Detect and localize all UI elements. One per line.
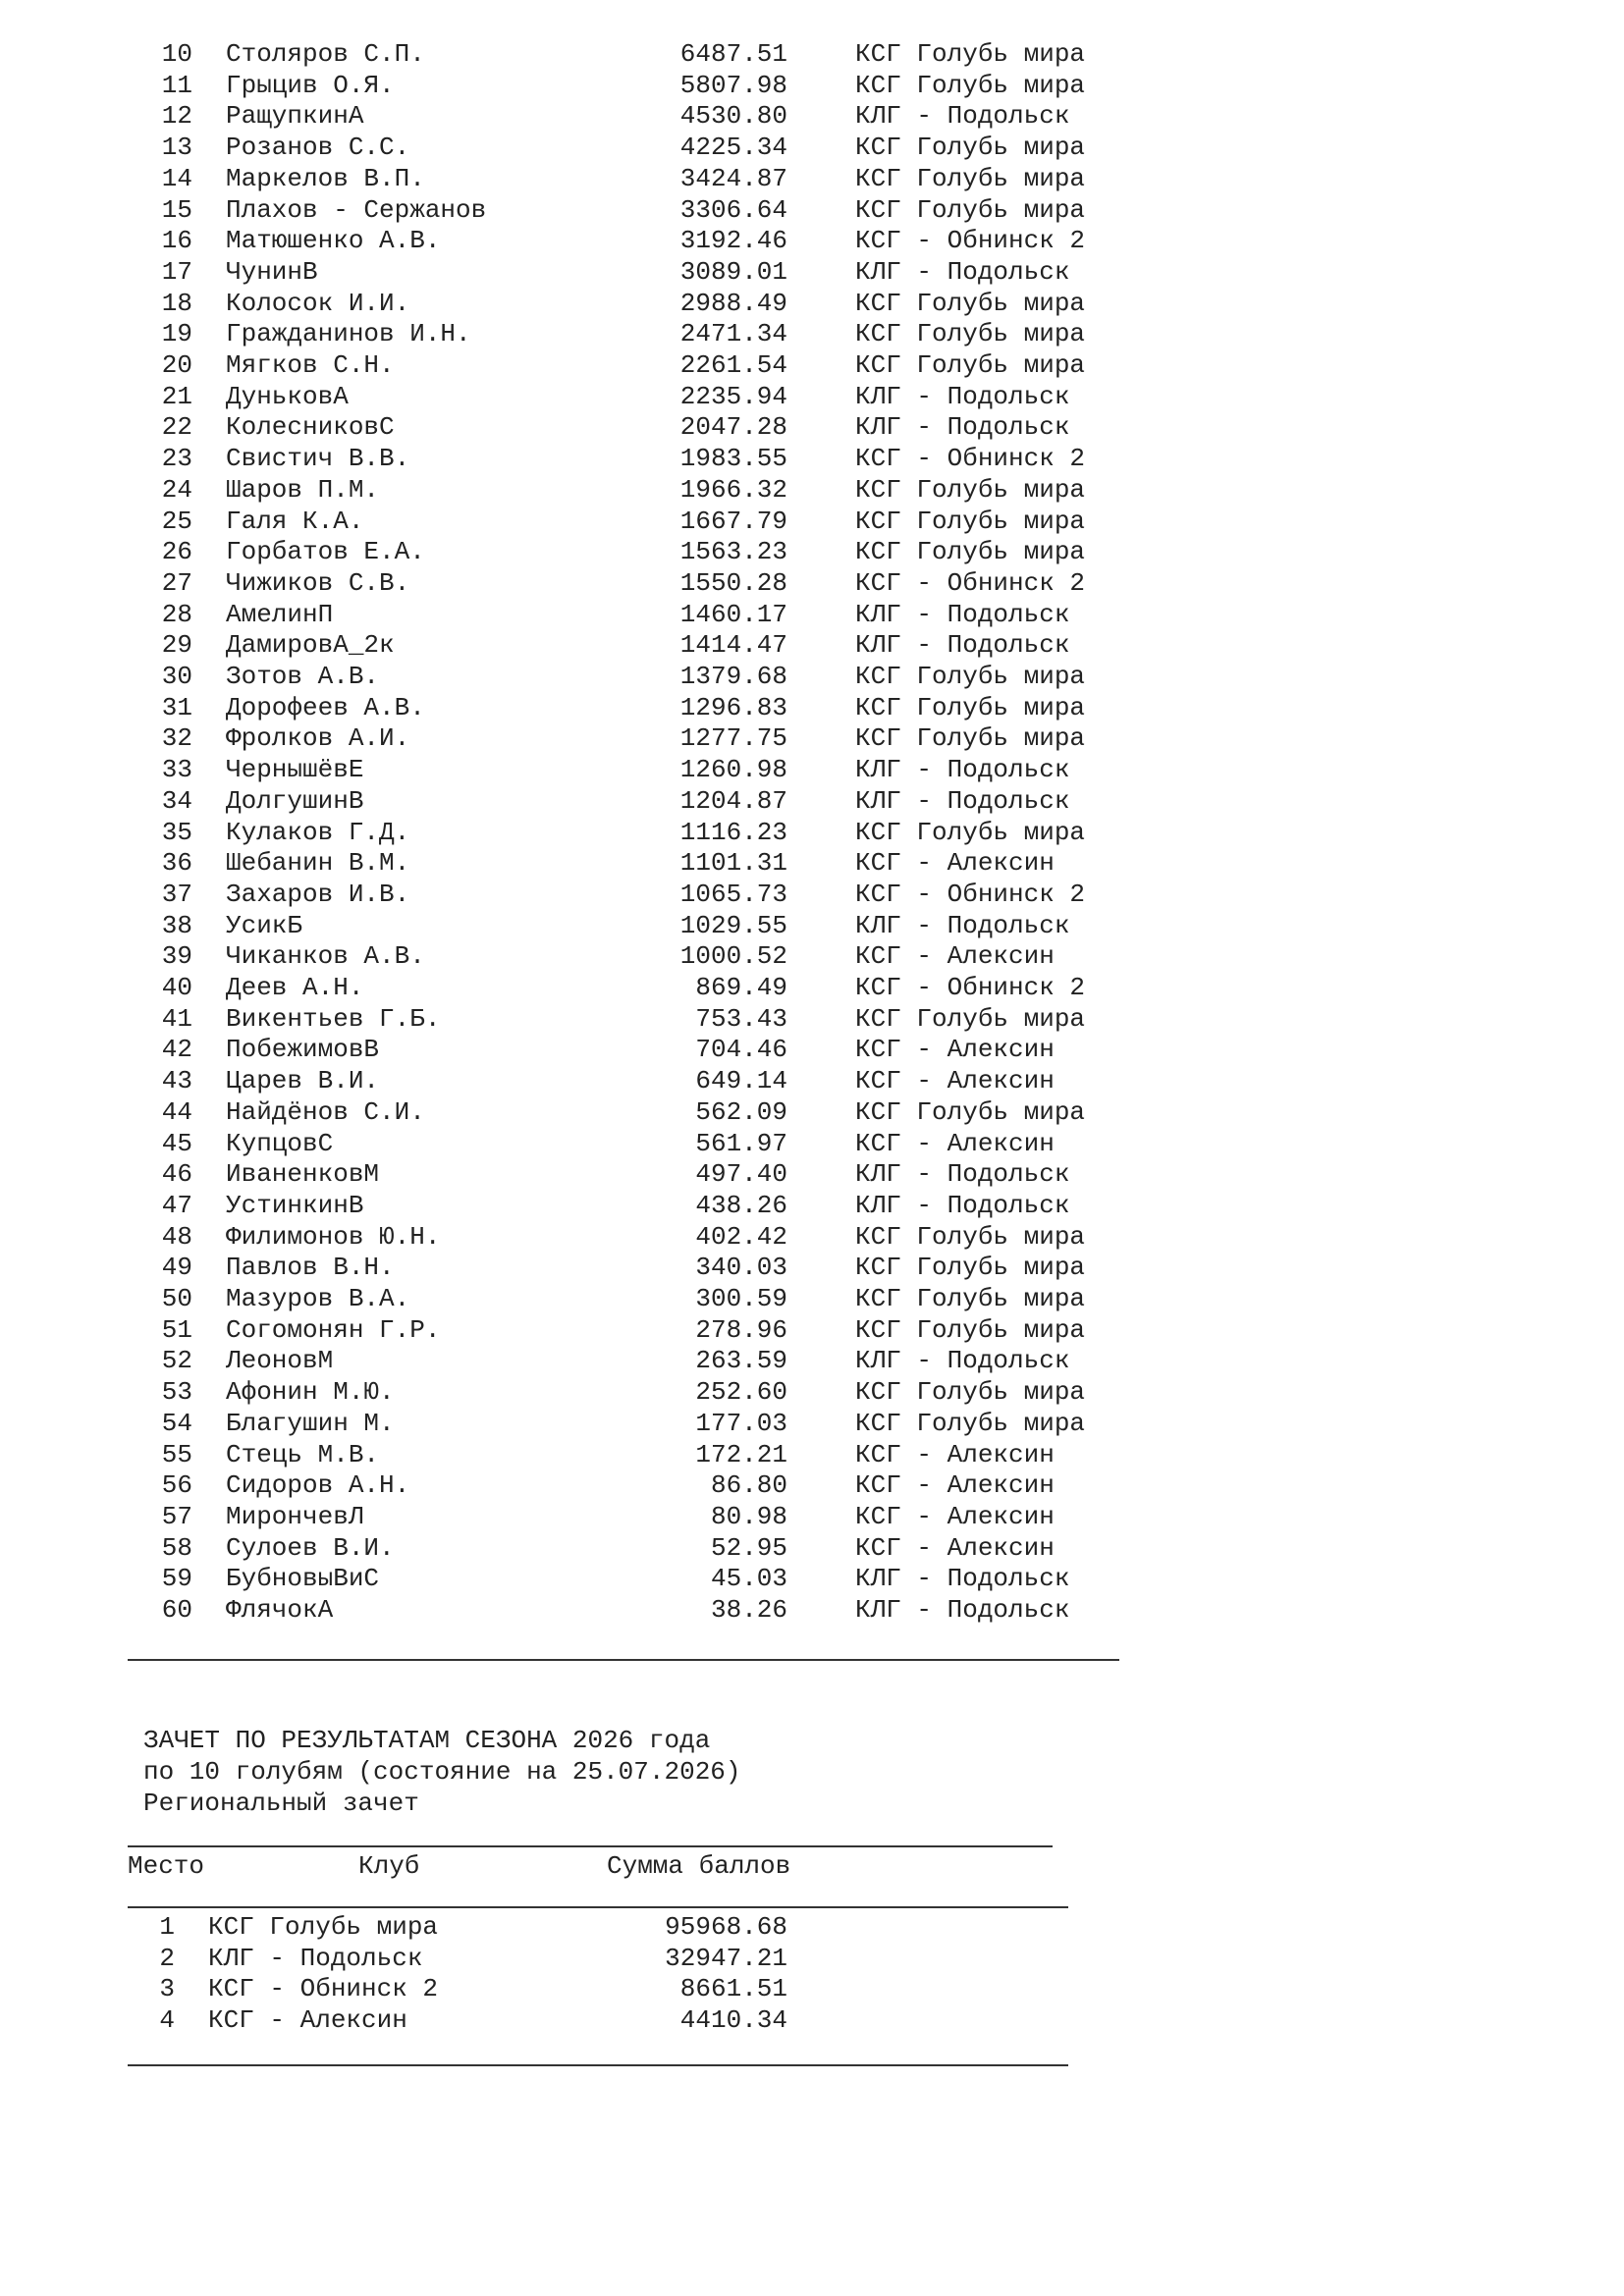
score-cell: 1460.17 bbox=[679, 599, 787, 629]
club-score-cell: 95968.68 bbox=[665, 1912, 787, 1942]
name-cell: ФлячокА bbox=[226, 1595, 334, 1625]
club-cell: КЛГ - Подольск bbox=[855, 785, 1070, 816]
name-cell: Горбатов Е.А. bbox=[226, 537, 425, 567]
score-cell: 438.26 bbox=[695, 1190, 787, 1220]
table-row bbox=[0, 693, 1178, 723]
name-cell: Царев В.И. bbox=[226, 1066, 380, 1096]
table-row bbox=[0, 257, 1178, 288]
table-row bbox=[0, 1253, 1178, 1283]
name-cell: Мягков С.Н. bbox=[226, 350, 395, 380]
table-row bbox=[0, 1066, 1178, 1096]
club-cell: КСГ - Алексин bbox=[855, 1439, 1055, 1469]
place-cell: 22 bbox=[161, 412, 192, 443]
score-cell: 1966.32 bbox=[679, 474, 787, 505]
place-cell: 40 bbox=[161, 973, 192, 1002]
place-cell: 13 bbox=[161, 133, 192, 163]
table-row bbox=[0, 880, 1178, 910]
club-cell: КСГ - Алексин bbox=[855, 941, 1055, 972]
club-cell: КСГ Голубь мира bbox=[855, 163, 1086, 193]
table-row bbox=[0, 1595, 1178, 1626]
table-row bbox=[0, 848, 1178, 879]
ranking-bottom-rule bbox=[128, 1659, 1119, 1661]
table-row bbox=[0, 101, 1178, 132]
table-row bbox=[0, 1564, 1178, 1594]
club-name-cell: КЛГ - Подольск bbox=[208, 1943, 423, 1973]
score-cell: 5807.98 bbox=[679, 70, 787, 100]
score-cell: 172.21 bbox=[695, 1439, 787, 1469]
table-row bbox=[0, 382, 1178, 412]
score-cell: 2047.28 bbox=[679, 412, 787, 443]
score-cell: 4530.80 bbox=[679, 101, 787, 132]
score-cell: 340.03 bbox=[695, 1253, 787, 1283]
club-cell: КЛГ - Подольск bbox=[855, 101, 1070, 132]
club-score-cell: 32947.21 bbox=[665, 1943, 787, 1973]
name-cell: Шаров П.М. bbox=[226, 474, 380, 505]
place-cell: 39 bbox=[161, 941, 192, 972]
score-cell: 402.42 bbox=[695, 1221, 787, 1252]
place-cell: 16 bbox=[161, 226, 192, 256]
table-row bbox=[0, 755, 1178, 785]
table-row bbox=[0, 1159, 1178, 1190]
place-cell: 54 bbox=[161, 1408, 192, 1438]
club-cell: КСГ - Алексин bbox=[855, 1128, 1055, 1158]
club-place-cell: 4 bbox=[159, 2005, 175, 2036]
club-cell: КЛГ - Подольск bbox=[855, 1190, 1070, 1220]
score-cell: 1277.75 bbox=[679, 723, 787, 754]
place-cell: 28 bbox=[161, 599, 192, 629]
score-cell: 3089.01 bbox=[679, 256, 787, 287]
name-cell: Колосок И.И. bbox=[226, 288, 410, 318]
place-cell: 51 bbox=[161, 1314, 192, 1345]
name-cell: ЧунинВ bbox=[226, 256, 318, 287]
score-cell: 38.26 bbox=[710, 1595, 787, 1625]
club-cell: КСГ Голубь мира bbox=[855, 474, 1086, 505]
club-cell: КСГ - Обнинск 2 bbox=[855, 973, 1086, 1002]
name-cell: Захаров И.В. bbox=[226, 879, 410, 909]
club-cell: КЛГ - Подольск bbox=[855, 256, 1070, 287]
table-row bbox=[0, 786, 1178, 817]
table-row bbox=[0, 911, 1178, 941]
name-cell: Деев А.Н. bbox=[226, 973, 364, 1002]
place-cell: 60 bbox=[161, 1595, 192, 1625]
name-cell: УстинкинВ bbox=[226, 1190, 364, 1220]
score-cell: 1101.31 bbox=[679, 848, 787, 879]
name-cell: МирончевЛ bbox=[226, 1501, 364, 1531]
club-cell: КСГ - Алексин bbox=[855, 1501, 1055, 1531]
score-cell: 562.09 bbox=[695, 1096, 787, 1127]
place-cell: 21 bbox=[161, 381, 192, 411]
name-cell: Гражданинов И.Н. bbox=[226, 319, 471, 349]
place-cell: 48 bbox=[161, 1221, 192, 1252]
table-row bbox=[0, 226, 1178, 256]
table-row bbox=[0, 1004, 1178, 1035]
club-cell: КЛГ - Подольск bbox=[855, 1159, 1070, 1190]
score-cell: 1260.98 bbox=[679, 755, 787, 785]
place-cell: 12 bbox=[161, 101, 192, 132]
club-cell: КСГ Голубь мира bbox=[855, 817, 1086, 847]
score-cell: 1550.28 bbox=[679, 567, 787, 598]
table-row bbox=[0, 973, 1178, 1003]
name-cell: АмелинП bbox=[226, 599, 334, 629]
table-row bbox=[0, 39, 1178, 70]
score-cell: 1563.23 bbox=[679, 537, 787, 567]
score-cell: 1414.47 bbox=[679, 630, 787, 661]
season-title-line3: Региональный зачет bbox=[143, 1789, 419, 1818]
club-place-cell: 2 bbox=[159, 1943, 175, 1973]
score-cell: 1000.52 bbox=[679, 941, 787, 972]
table-row bbox=[0, 1191, 1178, 1221]
name-cell: Галя К.А. bbox=[226, 506, 364, 536]
place-cell: 30 bbox=[161, 662, 192, 691]
club-header-club: Клуб bbox=[358, 1851, 420, 1881]
club-cell: КСГ Голубь мира bbox=[855, 662, 1086, 691]
table-row bbox=[0, 319, 1178, 349]
table-row bbox=[0, 1129, 1178, 1159]
score-cell: 1065.73 bbox=[679, 879, 787, 909]
name-cell: ДуньковА bbox=[226, 381, 349, 411]
club-cell: КСГ - Обнинск 2 bbox=[855, 879, 1086, 909]
place-cell: 49 bbox=[161, 1253, 192, 1283]
place-cell: 43 bbox=[161, 1066, 192, 1096]
score-cell: 649.14 bbox=[695, 1066, 787, 1096]
score-cell: 80.98 bbox=[710, 1501, 787, 1531]
club-cell: КСГ Голубь мира bbox=[855, 537, 1086, 567]
score-cell: 1379.68 bbox=[679, 662, 787, 691]
club-header-score: Сумма баллов bbox=[607, 1851, 791, 1881]
name-cell: Благушин М. bbox=[226, 1408, 395, 1438]
club-header-bottom-rule bbox=[128, 1906, 1068, 1908]
club-cell: КСГ Голубь мира bbox=[855, 1221, 1086, 1252]
score-cell: 704.46 bbox=[695, 1035, 787, 1065]
place-cell: 33 bbox=[161, 755, 192, 785]
season-title-line1: ЗАЧЕТ ПО РЕЗУЛЬТАТАМ СЕЗОНА 2026 года bbox=[143, 1726, 711, 1755]
club-name-cell: КСГ - Алексин bbox=[208, 2005, 407, 2036]
place-cell: 15 bbox=[161, 194, 192, 225]
club-cell: КСГ - Алексин bbox=[855, 848, 1055, 879]
club-cell: КСГ - Алексин bbox=[855, 1532, 1055, 1563]
place-cell: 18 bbox=[161, 288, 192, 318]
place-cell: 50 bbox=[161, 1284, 192, 1313]
name-cell: Фролков А.И. bbox=[226, 723, 410, 754]
club-cell: КСГ Голубь мира bbox=[855, 133, 1086, 163]
name-cell: ПобежимовВ bbox=[226, 1035, 380, 1065]
name-cell: КупцовС bbox=[226, 1128, 334, 1158]
name-cell: Зотов А.В. bbox=[226, 662, 380, 691]
score-cell: 3192.46 bbox=[679, 226, 787, 256]
place-cell: 41 bbox=[161, 1003, 192, 1034]
club-cell: КСГ Голубь мира bbox=[855, 1408, 1086, 1438]
table-row bbox=[0, 1097, 1178, 1128]
place-cell: 46 bbox=[161, 1159, 192, 1190]
club-cell: КСГ - Обнинск 2 bbox=[855, 444, 1086, 474]
club-cell: КСГ Голубь мира bbox=[855, 1003, 1086, 1034]
club-cell: КЛГ - Подольск bbox=[855, 1595, 1070, 1625]
club-cell: КЛГ - Подольск bbox=[855, 599, 1070, 629]
name-cell: Афонин М.Ю. bbox=[226, 1377, 395, 1408]
table-row bbox=[0, 818, 1178, 848]
score-cell: 3424.87 bbox=[679, 163, 787, 193]
place-cell: 10 bbox=[161, 39, 192, 69]
club-score-cell: 8661.51 bbox=[679, 1974, 787, 2004]
name-cell: ИваненковМ bbox=[226, 1159, 380, 1190]
score-cell: 278.96 bbox=[695, 1314, 787, 1345]
table-row bbox=[0, 1222, 1178, 1253]
name-cell: Согомонян Г.Р. bbox=[226, 1314, 441, 1345]
place-cell: 29 bbox=[161, 630, 192, 661]
club-cell: КЛГ - Подольск bbox=[855, 381, 1070, 411]
name-cell: Маркелов В.П. bbox=[226, 163, 425, 193]
table-row bbox=[0, 195, 1178, 226]
name-cell: Розанов С.С. bbox=[226, 133, 410, 163]
score-cell: 1983.55 bbox=[679, 444, 787, 474]
score-cell: 4225.34 bbox=[679, 133, 787, 163]
club-cell: КСГ Голубь мира bbox=[855, 288, 1086, 318]
club-cell: КСГ Голубь мира bbox=[855, 1284, 1086, 1313]
table-row bbox=[0, 723, 1178, 754]
table-row bbox=[0, 1346, 1178, 1376]
score-cell: 2261.54 bbox=[679, 350, 787, 380]
club-header-top-rule bbox=[128, 1845, 1053, 1847]
place-cell: 19 bbox=[161, 319, 192, 349]
name-cell: КолесниковС bbox=[226, 412, 395, 443]
score-cell: 1029.55 bbox=[679, 910, 787, 940]
score-cell: 86.80 bbox=[710, 1470, 787, 1501]
place-cell: 25 bbox=[161, 506, 192, 536]
club-cell: КСГ Голубь мира bbox=[855, 723, 1086, 754]
table-row bbox=[0, 630, 1178, 661]
name-cell: Сулоев В.И. bbox=[226, 1532, 395, 1563]
name-cell: Филимонов Ю.Н. bbox=[226, 1221, 441, 1252]
score-cell: 52.95 bbox=[710, 1532, 787, 1563]
score-cell: 263.59 bbox=[695, 1346, 787, 1376]
name-cell: Матюшенко А.В. bbox=[226, 226, 441, 256]
name-cell: ЛеоновМ bbox=[226, 1346, 334, 1376]
club-place-cell: 3 bbox=[159, 1974, 175, 2004]
club-cell: КСГ - Обнинск 2 bbox=[855, 567, 1086, 598]
table-row bbox=[0, 600, 1178, 630]
place-cell: 55 bbox=[161, 1439, 192, 1469]
table-row bbox=[0, 1284, 1178, 1314]
table-row bbox=[0, 1315, 1178, 1346]
table-row bbox=[0, 568, 1178, 599]
table-row bbox=[0, 444, 1178, 474]
club-cell: КСГ Голубь мира bbox=[855, 692, 1086, 722]
name-cell: Столяров С.П. bbox=[226, 39, 425, 69]
score-cell: 300.59 bbox=[695, 1284, 787, 1313]
name-cell: ДолгушинВ bbox=[226, 785, 364, 816]
table-row bbox=[0, 133, 1178, 163]
name-cell: Дорофеев А.В. bbox=[226, 692, 425, 722]
name-cell: Кулаков Г.Д. bbox=[226, 817, 410, 847]
place-cell: 47 bbox=[161, 1190, 192, 1220]
place-cell: 56 bbox=[161, 1470, 192, 1501]
place-cell: 38 bbox=[161, 910, 192, 940]
place-cell: 24 bbox=[161, 474, 192, 505]
name-cell: Павлов В.Н. bbox=[226, 1253, 395, 1283]
club-cell: КЛГ - Подольск bbox=[855, 1346, 1070, 1376]
place-cell: 32 bbox=[161, 723, 192, 754]
name-cell: РащупкинА bbox=[226, 101, 364, 132]
place-cell: 45 bbox=[161, 1128, 192, 1158]
place-cell: 44 bbox=[161, 1096, 192, 1127]
table-row bbox=[0, 1440, 1178, 1470]
name-cell: Грыцив О.Я. bbox=[226, 70, 395, 100]
place-cell: 59 bbox=[161, 1564, 192, 1594]
score-cell: 2235.94 bbox=[679, 381, 787, 411]
name-cell: Чижиков С.В. bbox=[226, 567, 410, 598]
place-cell: 11 bbox=[161, 70, 192, 100]
name-cell: ЧернышёвЕ bbox=[226, 755, 364, 785]
score-cell: 3306.64 bbox=[679, 194, 787, 225]
club-table-row bbox=[0, 2005, 1178, 2036]
club-cell: КЛГ - Подольск bbox=[855, 910, 1070, 940]
table-row bbox=[0, 412, 1178, 443]
club-cell: КСГ Голубь мира bbox=[855, 1096, 1086, 1127]
table-row bbox=[0, 1409, 1178, 1439]
club-cell: КСГ Голубь мира bbox=[855, 350, 1086, 380]
name-cell: Найдёнов С.И. bbox=[226, 1096, 425, 1127]
score-cell: 753.43 bbox=[695, 1003, 787, 1034]
name-cell: Викентьев Г.Б. bbox=[226, 1003, 441, 1034]
club-cell: КЛГ - Подольск bbox=[855, 755, 1070, 785]
name-cell: Шебанин В.М. bbox=[226, 848, 410, 879]
name-cell: УсикБ bbox=[226, 910, 303, 940]
club-cell: КСГ - Алексин bbox=[855, 1066, 1055, 1096]
score-cell: 177.03 bbox=[695, 1408, 787, 1438]
table-row bbox=[0, 941, 1178, 972]
table-row bbox=[0, 1377, 1178, 1408]
table-row bbox=[0, 662, 1178, 692]
club-place-cell: 1 bbox=[159, 1912, 175, 1942]
table-row bbox=[0, 1470, 1178, 1501]
club-cell: КСГ - Алексин bbox=[855, 1035, 1055, 1065]
place-cell: 27 bbox=[161, 567, 192, 598]
table-row bbox=[0, 1533, 1178, 1564]
table-row bbox=[0, 507, 1178, 537]
score-cell: 45.03 bbox=[710, 1564, 787, 1594]
name-cell: Сидоров А.Н. bbox=[226, 1470, 410, 1501]
place-cell: 53 bbox=[161, 1377, 192, 1408]
club-table-row bbox=[0, 1944, 1178, 1974]
table-row bbox=[0, 350, 1178, 381]
score-cell: 869.49 bbox=[695, 973, 787, 1002]
club-cell: КСГ - Алексин bbox=[855, 1470, 1055, 1501]
place-cell: 14 bbox=[161, 163, 192, 193]
club-cell: КСГ Голубь мира bbox=[855, 70, 1086, 100]
club-cell: КСГ Голубь мира bbox=[855, 1253, 1086, 1283]
name-cell: Мазуров В.А. bbox=[226, 1284, 410, 1313]
club-name-cell: КСГ - Обнинск 2 bbox=[208, 1974, 439, 2004]
club-cell: КСГ Голубь мира bbox=[855, 1377, 1086, 1408]
club-cell: КЛГ - Подольск bbox=[855, 412, 1070, 443]
place-cell: 37 bbox=[161, 879, 192, 909]
club-cell: КСГ Голубь мира bbox=[855, 1314, 1086, 1345]
score-cell: 252.60 bbox=[695, 1377, 787, 1408]
club-header-place: Место bbox=[128, 1851, 205, 1881]
table-row bbox=[0, 71, 1178, 101]
score-cell: 497.40 bbox=[695, 1159, 787, 1190]
club-score-cell: 4410.34 bbox=[679, 2005, 787, 2036]
place-cell: 42 bbox=[161, 1035, 192, 1065]
club-cell: КЛГ - Подольск bbox=[855, 630, 1070, 661]
place-cell: 35 bbox=[161, 817, 192, 847]
club-table-row bbox=[0, 1912, 1178, 1943]
place-cell: 52 bbox=[161, 1346, 192, 1376]
club-bottom-rule bbox=[128, 2064, 1068, 2066]
table-row bbox=[0, 164, 1178, 194]
table-row bbox=[0, 475, 1178, 506]
club-cell: КСГ Голубь мира bbox=[855, 506, 1086, 536]
name-cell: Плахов - Сержанов bbox=[226, 194, 487, 225]
table-row bbox=[0, 1035, 1178, 1065]
place-cell: 36 bbox=[161, 848, 192, 879]
club-name-cell: КСГ Голубь мира bbox=[208, 1912, 439, 1942]
place-cell: 17 bbox=[161, 256, 192, 287]
place-cell: 57 bbox=[161, 1501, 192, 1531]
score-cell: 2988.49 bbox=[679, 288, 787, 318]
place-cell: 26 bbox=[161, 537, 192, 567]
name-cell: Чиканков А.В. bbox=[226, 941, 425, 972]
place-cell: 58 bbox=[161, 1532, 192, 1563]
name-cell: БубновыВиС bbox=[226, 1564, 380, 1594]
name-cell: Стець М.В. bbox=[226, 1439, 380, 1469]
score-cell: 1204.87 bbox=[679, 785, 787, 816]
score-cell: 1116.23 bbox=[679, 817, 787, 847]
club-cell: КЛГ - Подольск bbox=[855, 1564, 1070, 1594]
score-cell: 2471.34 bbox=[679, 319, 787, 349]
season-title-line2: по 10 голубям (состояние на 25.07.2026) bbox=[143, 1757, 741, 1787]
score-cell: 6487.51 bbox=[679, 39, 787, 69]
place-cell: 34 bbox=[161, 785, 192, 816]
place-cell: 23 bbox=[161, 444, 192, 474]
name-cell: Свистич В.В. bbox=[226, 444, 410, 474]
score-cell: 1296.83 bbox=[679, 692, 787, 722]
table-row bbox=[0, 1502, 1178, 1532]
club-cell: КСГ - Обнинск 2 bbox=[855, 226, 1086, 256]
name-cell: ДамировА_2к bbox=[226, 630, 395, 661]
club-cell: КСГ Голубь мира bbox=[855, 319, 1086, 349]
club-cell: КСГ Голубь мира bbox=[855, 194, 1086, 225]
club-cell: КСГ Голубь мира bbox=[855, 39, 1086, 69]
club-table-row bbox=[0, 1974, 1178, 2004]
place-cell: 31 bbox=[161, 692, 192, 722]
place-cell: 20 bbox=[161, 350, 192, 380]
score-cell: 1667.79 bbox=[679, 506, 787, 536]
table-row bbox=[0, 537, 1178, 567]
table-row bbox=[0, 289, 1178, 319]
score-cell: 561.97 bbox=[695, 1128, 787, 1158]
